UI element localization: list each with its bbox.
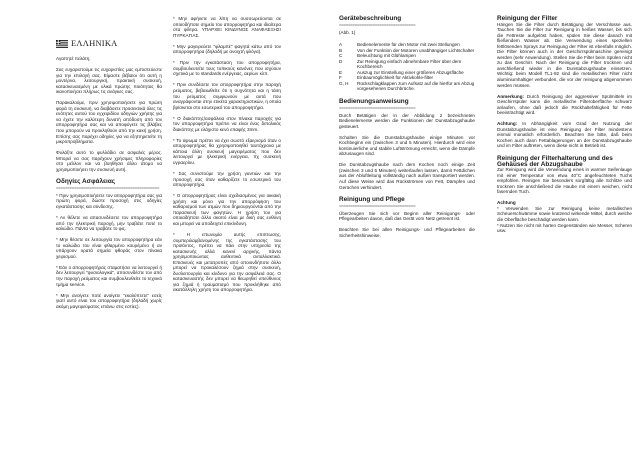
safety-paragraph: * Μην μαγειρεύετε "φλαμπέ" φαγητά κάτω από τον απορροφητήρα (δηλαδή με ανοιχτή φλόγα).: [173, 43, 281, 55]
section-heading: Bedienungsanweisung: [339, 98, 409, 106]
legend-key: G, H: [339, 80, 349, 86]
salutation: Αγαπητέ πελάτη,: [56, 56, 91, 61]
section-heading: Reinigung der Filterhalterung und des Gehäuses der Abzugshaube: [497, 155, 613, 168]
section-heading: Reinigung der Filter: [497, 15, 558, 22]
column-greek-2: [173, 16, 281, 298]
component-legend: [339, 42, 475, 92]
legend-key: E: [339, 69, 343, 75]
safety-paragraph: * Ο απορροφητήρας είναι σχεδιασμένος για οικιακή χρήση και μόνο για την απορρόφηση του καθαρισμού των ατμών που δημιουργούνται από την παρασκευή των φαγητών. Η χρήση του για οποιαδήποτε άλλο σκοπό είναι με δική σας ευθύνη και μπορεί να αποδειχτεί επικίνδυνη.: [173, 193, 281, 226]
safety-paragraph: * Σας συνιστούμε την χρήση γαντιών και την προσοχή σας όταν καθαρίζετε το εσωτερικό του απορροφητήρα.: [173, 171, 281, 188]
safety-paragraph: * Το ύψωμα πρέπει να έχει σωστό εξαερισμό όταν ο απορροφητήρας θα χρησιμοποιηθεί ταυτόχρονα με κάποια άλλη συσκευή μαγειρέματος που δεν λειτουργεί με ηλεκτρική ενέργεια, πχ συσκευή υγραερίου.: [173, 137, 281, 165]
attention-text: * Verwenden Sie zur Reinigung keine metallischen Scheuerschwämme sowie kratzend wirkende Mittel, durch welche die Oberfläche beschädigt werden kann. * Nutzen Sie nicht mit harten Gegenständen wie Messer, Scheren usw.: [497, 205, 632, 234]
attention-paragraph: [497, 200, 632, 233]
heading-rule: ==================================: [339, 21, 416, 27]
safety-paragraph: * Εάν ο απορροφητήρας σταματήσει να λειτουργεί ή δεν λειτουργεί "φυσιολογικά", αποσυνδέστε τον από την παροχή ρεύματος και συμβουλευθείτε το τεχνικό τμήμα service.: [56, 264, 162, 287]
safety-paragraph: * Πριν την εγκατάσταση του απορροφητήρα, συμβουλευτείτε τους τοπικούς κανόνες που ισχύουν σχετικά με το standards ενέργειας, αερίων κλπ.: [173, 60, 281, 77]
greek-flag-icon: [56, 40, 68, 48]
legend-text: Auszug zur Einstellung einer größeren Abzugsfläche: [357, 69, 464, 75]
column-german-1: [339, 16, 475, 244]
body-paragraph: Zur Reinigung wird die Verwendung eines in warmer Seifenlauge mit einer Temperatur von etwa 40°C angefeuchteten Tuchs empfohlen. Reinigen Sie besonders sorgfältig alle Schlitze und trocknen Sie anschließend die Haube mit einem weichen, nicht fasernden Tuch.: [497, 167, 632, 195]
language-label: ΕΛΛΗΝΙΚΑ: [71, 38, 118, 49]
safety-paragraph: * Μην θέσετε σε λειτουργία τον απορροφητήρα εάν το καλώδιο του είναι φθαρμένο κουρέμένο ή αν υπάρχουν ορατά σημεία φθοράς στον πίνακα χειρισμού.: [56, 237, 162, 259]
heading-rule: ==================================: [339, 104, 416, 110]
legend-key: F: [339, 75, 342, 81]
intro-paragraph: Παρακαλούμε, πριν χρησιμοποιήσετε για πρώτη φορά τη συσκευή, να διαβάσετε προσεκτικά όλες τις ενότητες αυτού του εγχειριδίου οδηγιών χρήσης για να έχετε την καλύτερη δυνατή απόδοση από τον απορροφητήρα σας και να αποφύγετε τις βλάβες που μπορούν να προκληθούν από την κακή χρήση. Επίσης σας παρέχει οδηγίες για να εξηπηρετείτε τη μικροπροβλήματα.: [56, 100, 162, 145]
legend-key: B: [339, 47, 343, 53]
legend-key: C: [339, 53, 343, 59]
note-paragraph: [497, 94, 632, 116]
intro-paragraph: Φυλάξτε αυτό το φυλλάδιο σε ασφαλές μέρος. Μπορεί να σας παρέχουν χρήσιμες πληροφορίες στο μέλλον και να βοηθήσει άλλο άτομο να χρησιμοποιήσει την συσκευή αυτή.: [56, 150, 162, 172]
safety-heading: Οδηγίες Ασφάλειας: [56, 178, 116, 186]
attention-lead: Achtung:: [497, 121, 518, 127]
safety-paragraph: * Η επωνυμία αυτής επιπτωσης, συμπεριλαμβανομένης της εγκατάστασης του προϊόντος, πρέπει να πάει στην υπηρεσία της κατασκευής αλλά κανενί αρχικής, πάντα χρησιμοποιώντας αυθεντικά ανταλλακτικά. Επισκευές και μετατροπές από οποιονδήποτε άλλο μπορεί να προκαλέσουν ζημιά στην συσκευή, δυσλειτουργία και κίνδυνο για την ασφάλειά σας. Ο κατασκευαστής δεν μπορεί να θεωρηθεί υπεύθυνος για ζημιά ή τραυματισμό που προκλήθηκε από ακατάλληλη χρήση του απορροφητήρα.: [173, 231, 281, 293]
body-paragraph: Hängen Sie die Filter durch Betätigung der Verschlüsse aus. Tauchen Sie die Filter zur Reinigung in heißes Wasser, bis sich die Fettreste aufgelöst haben, spülen Sie diese danach mit fließendem Wasser ab. Die Verwendung eines speziellen fettlösenden Sprays zur Reinigung der Filter ist ebenfalls möglich. Die Filter können auch in der Geschirrspülmaschine gereinigt werden (sehr Anwendung). Stellen Sie die Filter beim Spülen nicht zu das Geschirr. Nach der Reinigung die Filter trocknen und anschließend wieder in die Dunstabzugshaube einsetzen. Wichtig: beim Modell TL1-92 sind die metallischen Filter nicht aluminiumhaltiger verbunden, die vor der reinigung abgenommen werden müssen.: [497, 21, 632, 88]
note-lead: Anmerkung:: [497, 93, 525, 99]
column-greek-1: [56, 10, 162, 315]
body-paragraph: Beachten Sie bei allen Reinigungs- und Pflegearbeiten die Sicherheitshinweise.: [339, 227, 475, 238]
column-german-2: [497, 16, 632, 239]
legend-text: Bedienelemente für den Motor mit zwei Stellungen: [357, 42, 460, 48]
body-paragraph: Schalten Sie die Dunstabzugshaube einige Minuten vor Kochbeginn ein (zwischen 3 und 5 Minuten). Hierdurch wird eine kontinuierliche und stabile Luftströmung erreicht, wenn die Dämpfe abzusaugen sind.: [339, 134, 475, 157]
heading-rule: ==============================================: [56, 184, 160, 190]
body-paragraph: Überzeugen Sie sich vor Beginn aller Reinigungs- oder Pflegearbeiten davon, daß das Gerät vom Netz getrennt ist.: [339, 210, 475, 222]
figure-reference: (Abb. 1): [339, 29, 356, 35]
section-heading: Reinigung und Pflege: [339, 196, 405, 204]
note-text: Durch Reinigung der aggressiver Spülmitteln im Geschirrspüler kann die metallische Filteroberfläche schwarz anlaufen, ohne daß jedoch die Rückhaltefähigkeit für Fette beeinträchtigt wird.: [497, 93, 632, 116]
body-paragraph: Die Dunstabzugshaube nach dem Kochen noch einige Zeit (zwischen 3 und 5 Minuten) weiterlaufen lassen, damit Fettdichen aus der Abluftleitung vollständig nach außen transportiert werden. Auf diese Weise wird das Rückströmen von Fett, Dämpfen und Gerüchen verhindert.: [339, 162, 475, 190]
body-paragraph: Durch Betätigen der in der Abbildung 2 bezeichneten Bedienelemente werden die Funktionen der Dunstabzugshaube gesteuert.: [339, 112, 475, 129]
legend-text: Von der Funktion der Motoren unabhängiger Lichtschalter: [357, 47, 475, 53]
legend-key: A: [339, 42, 343, 48]
language-header: [56, 40, 162, 48]
safety-paragraph: * Αν θέλετε να απασυνδέσετε τον απορροφητήρα από την ηλεκτρική παροχή, μην τραβάτε ποτέ το καλώδιο. Πάντα να τραβάτε το φις.: [56, 215, 162, 232]
attention-paragraph: [497, 121, 632, 149]
safety-paragraph: * Ο διακόπτης/ασφάλεια στον πίνακα παροχής για τον απορροφητήρα πρέπει να είναι ένας διπολικός διακόπτης με ελάχιστο κενό επαφής 3mm.: [173, 115, 281, 132]
attention-lead: Achtung: [497, 200, 516, 206]
legend-key: D: [339, 58, 343, 64]
safety-paragraph: * Πριν συνδέσετε τον απορροφητήρα στην παροχή ρεύματος, βεβαιωθείτε ότι η συχνότητα και η τάση του ρεύματος συμφωνούν με αυτά που αναγράφονται στην ετικέτα χαρακτηριστικών, η οποία βρίσκεται στο εσωτερικό του απορροφητήρα.: [173, 82, 281, 110]
safety-paragraph: * Μην ανοίγετε ποτέ ανοίγετε "εκαλύπτετε" εσείς γιατί αυτό είναι του απορροφητήρα (δηλαδή χωρίς ακόμη μαγειρεύματος επάνω στις εστίες).: [56, 292, 162, 309]
legend-text: Zur Reinigung einfach abnehmbare Filter über dem Kochbereich: [357, 58, 462, 70]
heading-rule: ==================================: [339, 202, 416, 208]
legend-text: Einbaumöglichkeit für Aktivkohle-filter: [357, 75, 434, 81]
safety-paragraph: * Πριν χρησιμοποιήσετε τον απορροφητήρα σας για πρώτη φορά, δώστε προσοχή στις οδηγίες εγκατάστασης και σύνδεσης.: [56, 192, 162, 209]
legend-text: Beleuchtung mit Glühlampen: [357, 53, 416, 59]
legend-text: Rückschlagklappen zum Aufsatz auf die hierfür am Abzug vorgesehenen Durchbrüche.: [357, 80, 475, 92]
section-heading: Gerätebeschreibung: [339, 15, 402, 22]
attention-text: In Abhängigkeit vom Grad der Nutzung der Dunstabzugshaube ist eine Reinigung der Filter mindestens einmal monatlich erforderlich. Beachten Sie bitte, daß beim Kochen auch dann Fettablagerungen an der Dunstabzugshaube und im Filter auftreten, wenn diese nicht in Betrieb ist.: [497, 121, 632, 149]
safety-paragraph: * Μην αφήνετε να λίπη να συσσωρεύονται σε οποιοδήποτε σημείο του απορροφητήρα και ιδιαίτερα στα φίλτρα. ΥΠΑΡΧΕΙ ΚΙΝΔΥΝΟΣ ΑΝΑΦΛΕΞΗΣ!ΠΥΡΚΑΓΙΑΣ.: [173, 16, 281, 38]
intro-paragraph: Σας ευχαριστούμε τις ευχαριστίες μας εμπιστεύεστε για την επιλογή σας. Είμαστε βέβαιοι ότι αυτή η μοντέρνα, λειτουργική, πρακτική συσκευή, κατασκευασμένη με υλικά πρώτης ποιότητας θα ικανοποιήσει πλήρως τις ανάγκες σας.: [56, 67, 162, 95]
